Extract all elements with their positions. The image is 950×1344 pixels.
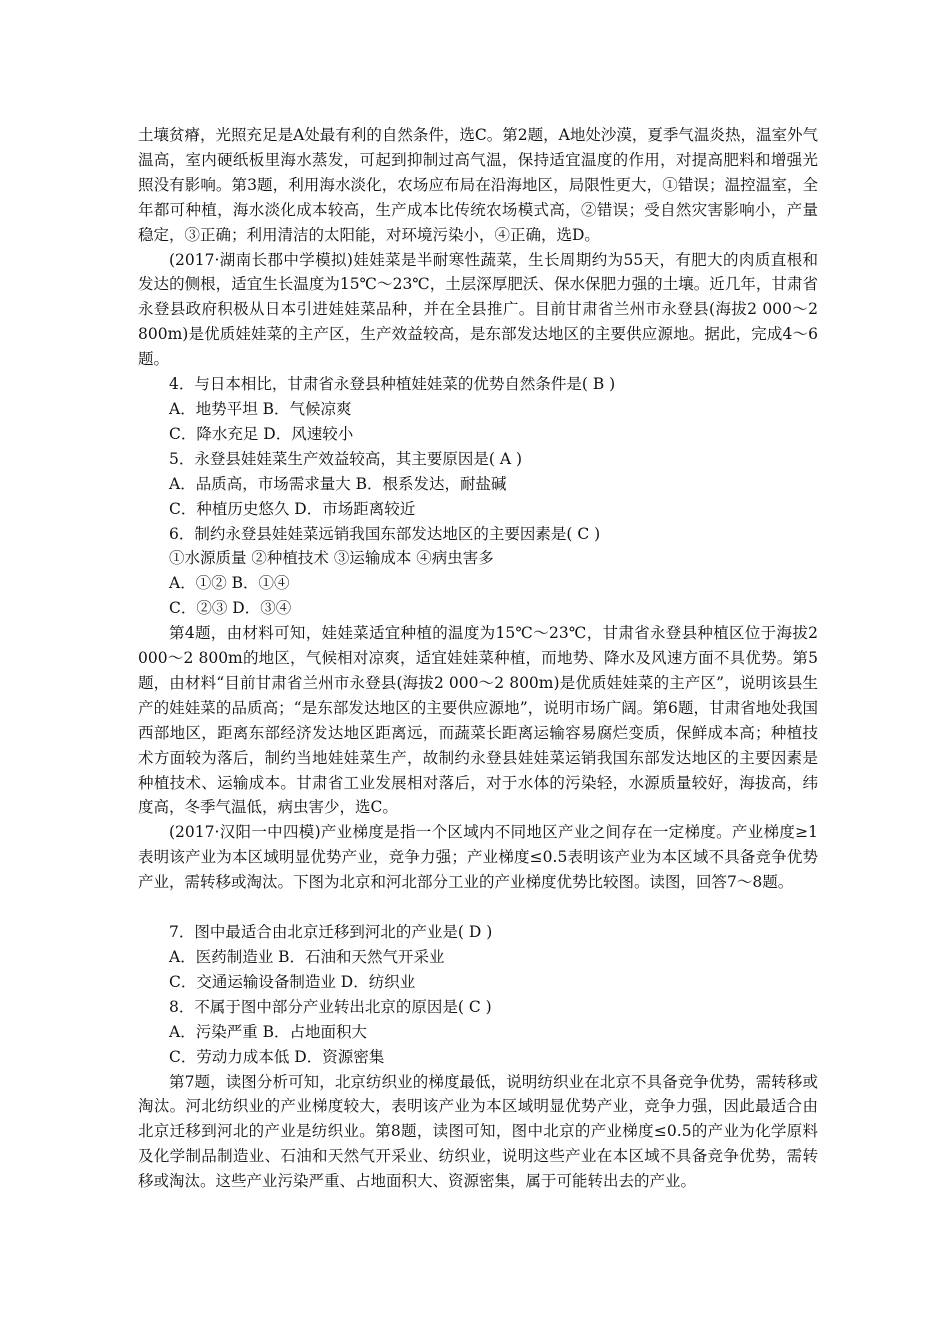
explanation-q4-6: 第4题，由材料可知，娃娃菜适宜种植的温度为15℃～23℃，甘肃省永登县种植区位于海拔2 000～2 800m的地区，气候相对凉爽，适宜娃娃菜种植，而地势、降水及风速方面不具优势。第5题，由材料“目前甘肃省兰州市永登县(海拔2 000～2 800m)是优质娃娃菜的主产区”，说明该县生产的娃娃菜的品质高；“是东部发达地区的主要供应源地”，说明市场广阔。第6题，甘肃省地处我国西部地区，距离东部经济发达地区距离远，而蔬菜长距离运输容易腐烂变质，保鲜成本高；种植技术方面较为落后，制约当地娃娃菜生产，故制约永登县娃娃菜运销我国东部发达地区的主要因素是种植技术、运输成本。甘肃省工业发展相对落后，对于水体的污染轻，水源质量较好，海拔高，纬度高，冬季气温低，病虫害少，选C。 (138, 624, 818, 817)
explanation-q1-3: 土壤贫瘠，光照充足是A处最有利的自然条件，选C。第2题，A地处沙漠，夏季气温炎热，温室外气温高，室内硬纸板里海水蒸发，可起到抑制过高气温，保持适宜温度的作用，对提高肥料和增强光照没有影响。第3题，利用海水淡化，农场应布局在沿海地区，局限性更大，①错误；温控温室，全年都可种植，海水淡化成本较高，生产成本比传统农场模式高，②错误；受自然灾害影响小，产量稳定，③正确；利用清洁的太阳能，对环境污染小，④正确，选D。 (138, 126, 818, 244)
question-8: 8．不属于图中部分产业转出北京的原因是( C ) (169, 997, 492, 1016)
q7-options-ab: A．医药制造业 B．石油和天然气开采业 (169, 948, 445, 966)
question-6: 6．制约永登县娃娃菜远销我国东部发达地区的主要因素是( C ) (169, 524, 601, 543)
figure-gap (138, 895, 818, 920)
material-intro-q7-8: (2017·汉阳一中四模)产业梯度是指一个区域内不同地区产业之间存在一定梯度。产业梯度≥1表明该产业为本区域明显优势产业，竞争力强；产业梯度≤0.5表明该产业为本区域不具备竞争优势产业，需转移或淘汰。下图为北京和河北部分工业的产业梯度优势比较图。读图，回答7～8题。 (138, 823, 818, 892)
q5-options-cd: C．种植历史悠久 D．市场距离较近 (169, 499, 416, 518)
q4-options-ab: A．地势平坦 B．气候凉爽 (169, 399, 352, 418)
q8-options-cd: C．劳动力成本低 D．资源密集 (169, 1047, 385, 1066)
q6-options-ab: A．①② B．①④ (169, 574, 290, 593)
question-7: 7．图中最适合由北京迁移到河北的产业是( D ) (169, 923, 493, 942)
question-4: 4．与日本相比，甘肃省永登县种植娃娃菜的优势自然条件是( B ) (169, 375, 616, 394)
q5-options-ab: A．品质高，市场需求量大 B．根系发达，耐盐碱 (169, 474, 507, 493)
q6-factor-list: ①水源质量 ②种植技术 ③运输成本 ④病虫害多 (169, 549, 494, 568)
material-intro-q4-6: (2017·湖南长郡中学模拟)娃娃菜是半耐寒性蔬菜，生长周期约为55天，有肥大的肉质直根和发达的侧根，适宜生长温度为15℃～23℃，土层深厚肥沃、保水保肥力强的土壤。近几年，甘肃省永登县政府积极从日本引进娃娃菜品种，并在全县推广。目前甘肃省兰州市永登县(海拔2 000～2 800m)是优质娃娃菜的主产区，生产效益较高，是东部发达地区的主要供应源地。据此，完成4～6题。 (138, 250, 818, 369)
q6-options-cd: C．②③ D．③④ (169, 599, 292, 618)
document-page (138, 123, 818, 1194)
explanation-q7-8: 第7题，读图分析可知，北京纺织业的梯度最低，说明纺织业在北京不具备竞争优势，需转移或淘汰。河北纺织业的产业梯度较大，表明该产业为本区域明显优势产业，竞争力强，因此最适合由北京迁移到河北的产业是纺织业。第8题，读图可知，图中北京的产业梯度≤0.5的产业为化学原料及化学制品制造业、石油和天然气开采业、纺织业，说明这些产业在本区域不具备竞争优势，需转移或淘汰。这些产业污染严重、占地面积大、资源密集，属于可能转出去的产业。 (138, 1072, 818, 1191)
q8-options-ab: A．污染严重 B．占地面积大 (169, 1022, 368, 1041)
q7-options-cd: C．交通运输设备制造业 D．纺织业 (169, 972, 416, 991)
question-5: 5．永登县娃娃菜生产效益较高，其主要原因是( A ) (169, 449, 523, 468)
q4-options-cd: C．降水充足 D．风速较小 (169, 424, 354, 443)
